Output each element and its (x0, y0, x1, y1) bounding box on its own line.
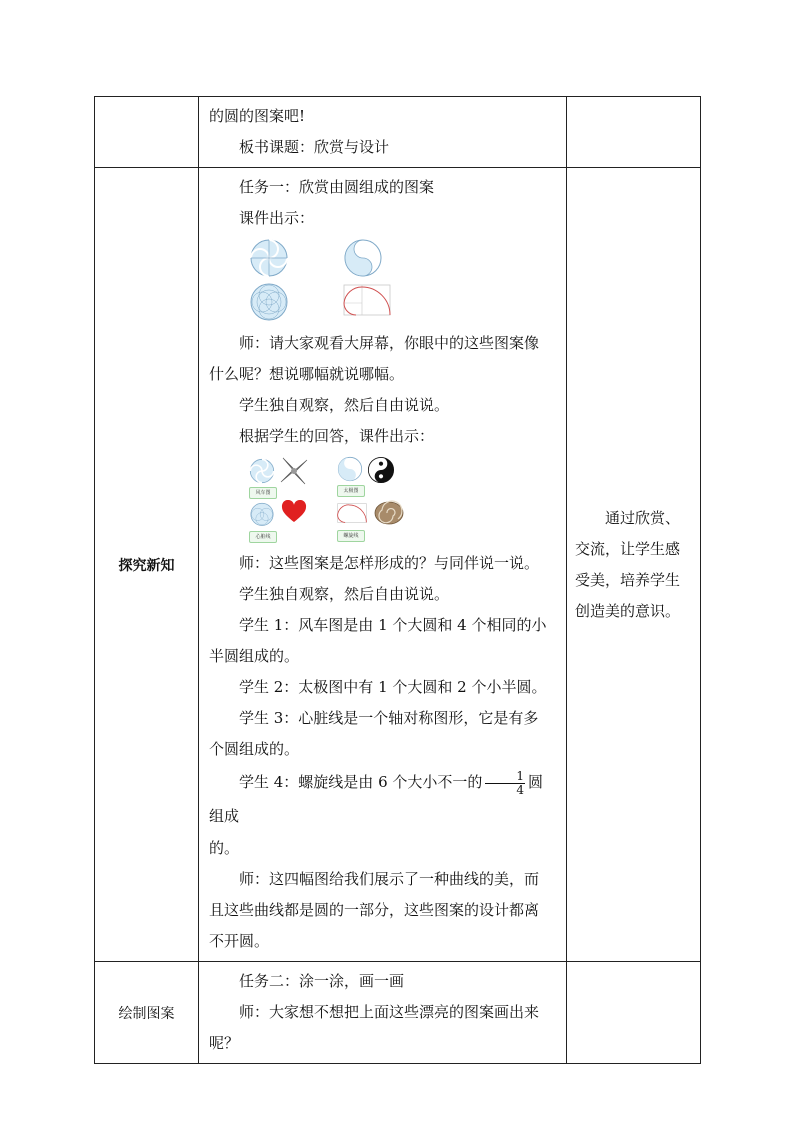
shuriken-icon (279, 456, 309, 486)
fraction (485, 770, 525, 797)
content-line: 板书课题：欣赏与设计 (239, 138, 390, 156)
note-line: 创造美的意识。 (575, 601, 681, 620)
note-line: 通过欣赏、 (605, 508, 681, 527)
courseware-images-1 (209, 234, 556, 328)
cardioid-pattern-icon (247, 282, 291, 324)
content-line: 师：请大家观看大屏幕，你眼中的这些图案像 (239, 334, 540, 352)
lesson-plan-table (94, 96, 701, 1064)
content-line: 根据学生的回答，课件出示： (239, 427, 435, 445)
stage-cell: 探究新知 (95, 168, 199, 962)
taiji-pattern-icon (343, 238, 383, 278)
content-line: 课件出示： (239, 209, 315, 227)
content-line: 师：大家想不想把上面这些漂亮的图案画出来 (239, 1003, 540, 1021)
s4-text-pre: 学生 4：螺旋线是由 6 个大小不一的 (239, 773, 483, 791)
content-line: 学生独自观察，然后自由说说。 (239, 396, 450, 414)
taiji-icon (337, 456, 363, 482)
taiji-label: 太极图 (337, 485, 365, 497)
courseware-images-2 (209, 452, 556, 548)
yin-yang-icon (367, 456, 395, 484)
cardioid-icon (248, 502, 276, 528)
fraction-denominator: 4 (516, 782, 525, 797)
content-line: 学生 3：心脏线是一个轴对称图形，它是有多 (239, 709, 539, 727)
task-title: 任务二：涂一涂，画一画 (239, 972, 405, 990)
content-cell (199, 168, 567, 962)
content-line: 半圆组成的。 (209, 647, 300, 665)
content-line: 不开圆。 (209, 932, 270, 950)
spiral-pattern-icon (343, 284, 391, 316)
content-line (209, 765, 556, 833)
content-cell (199, 962, 567, 1064)
content-line: 的圆的图案吧! (209, 107, 306, 125)
note-line: 交流，让学生感 (575, 539, 681, 558)
content-cell (199, 97, 567, 168)
heart-icon (281, 500, 307, 524)
windmill-pattern-icon (249, 238, 289, 278)
content-line: 且这些曲线都是圆的一部分，这些图案的设计都离 (209, 901, 540, 919)
nautilus-shell-icon (373, 500, 405, 526)
content-line: 呢？ (209, 1034, 240, 1052)
content-line: 什么呢？想说哪幅就说哪幅。 (209, 365, 405, 383)
note-line: 受美，培养学生 (575, 570, 681, 589)
content-line: 学生 1：风车图是由 1 个大圆和 4 个相同的小 (239, 616, 547, 634)
fraction-numerator: 1 (485, 770, 525, 784)
stage-cell: 绘制图案 (95, 962, 199, 1064)
content-line: 个圆组成的。 (209, 740, 300, 758)
cardioid-label: 心脏线 (249, 531, 277, 543)
table-row (95, 962, 701, 1064)
windmill-label: 风车图 (249, 487, 277, 499)
content-line: 的。 (209, 839, 240, 857)
spiral-icon (337, 502, 367, 524)
spiral-label: 螺旋线 (337, 530, 365, 542)
note-cell (567, 962, 701, 1064)
stage-cell (95, 97, 199, 168)
s4-text-post: 圆组成 (209, 773, 544, 825)
task-title: 任务一：欣赏由圆组成的图案 (239, 178, 435, 196)
table-row (95, 97, 701, 168)
content-line: 师：这些图案是怎样形成的？与同伴说一说。 (239, 554, 540, 572)
content-line: 学生独自观察，然后自由说说。 (239, 585, 450, 603)
note-cell (567, 97, 701, 168)
windmill-icon (249, 458, 275, 484)
table-row (95, 168, 701, 962)
note-cell (567, 168, 701, 962)
content-line: 学生 2：太极图中有 1 个大圆和 2 个小半圆。 (239, 678, 547, 696)
content-line: 师：这四幅图给我们展示了一种曲线的美，而 (239, 870, 540, 888)
